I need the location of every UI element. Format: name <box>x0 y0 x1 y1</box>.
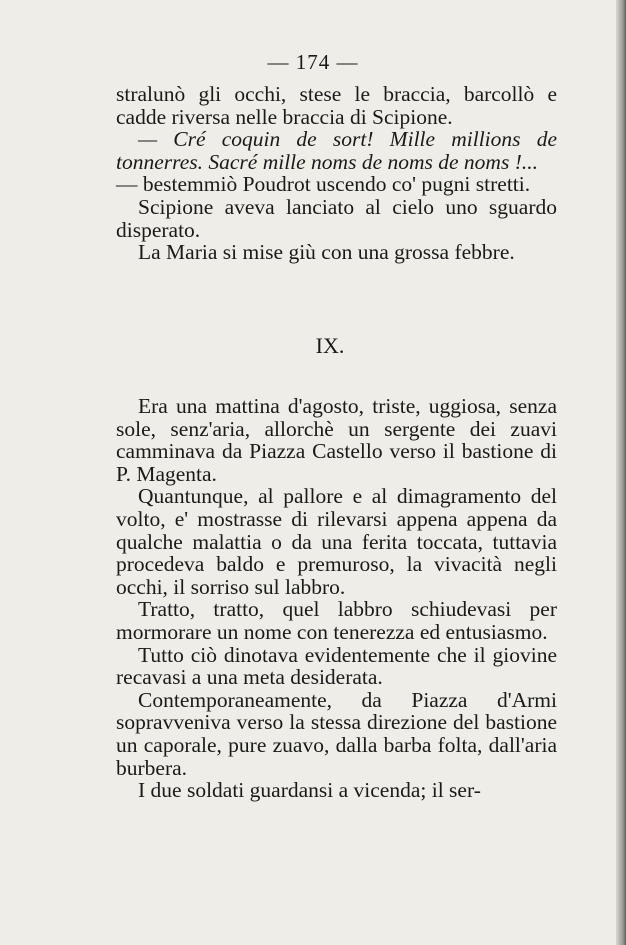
paragraph: Quantunque, al pallore e al dimagramento del volto, e' mostrasse di rilevarsi appena appena da qualche malattia o da una ferita toccata, tuttavia procedeva baldo e premuroso, la vivacità negli occhi, il sorriso sul labbro. <box>116 484 557 599</box>
paragraph: Tratto, tratto, quel labbro schiudevasi per mormorare un nome con tenerezza ed entusiasmo. <box>116 597 557 644</box>
paragraph-french-exclamation: — Cré coquin de sort! Mille millions de tonnerres. Sacré mille noms de noms de noms !... <box>116 127 557 174</box>
text-block-top <box>116 83 557 264</box>
paragraph: stralunò gli occhi, stese le braccia, barcollò e cadde riversa nelle braccia di Scipione. <box>116 82 557 129</box>
text-block-bottom <box>116 395 557 802</box>
paragraph: Era una mattina d'agosto, triste, uggiosa, senza sole, senz'aria, allorchè un sergente dei zuavi camminava da Piazza Castello verso il bastione di P. Magenta. <box>116 394 557 486</box>
paragraph: Contemporaneamente, da Piazza d'Armi sopravveniva verso la stessa direzione del bastione un caporale, pure zuavo, dalla barba folta, dall'aria burbera. <box>116 687 557 780</box>
page-number: — 174 — <box>267 50 359 74</box>
paragraph: — bestemmiò Poudrot uscendo co' pugni stretti. <box>116 172 531 197</box>
paragraph: I due soldati guardansi a vicenda; il ser- <box>138 778 481 803</box>
chapter-heading: IX. <box>315 333 345 358</box>
paragraph: La Maria si mise giù con una grossa febbre. <box>138 240 515 265</box>
paragraph: Tutto ciò dinotava evidentemente che il giovine recavasi a una meta desiderata. <box>116 642 557 690</box>
paragraph: Scipione aveva lanciato al cielo uno sguardo disperato. <box>116 194 557 242</box>
book-spine-edge <box>616 0 626 945</box>
